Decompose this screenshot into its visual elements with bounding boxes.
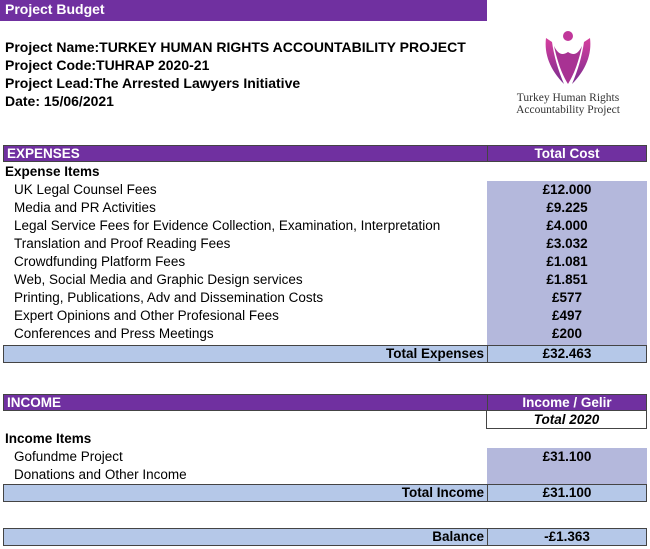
expense-item-name: Conferences and Press Meetings [14, 326, 214, 341]
income-item-row [3, 466, 647, 484]
expense-item-row [3, 289, 647, 307]
income-sub-header: Total 2020 [486, 411, 647, 429]
project-name: Project Name:TURKEY HUMAN RIGHTS ACCOUNTABILITY PROJECT [5, 39, 466, 55]
income-item-value [487, 466, 647, 484]
expense-item-value: £12.000 [542, 182, 592, 197]
expense-item-name: Translation and Proof Reading Fees [14, 236, 231, 251]
expense-item-name: UK Legal Counsel Fees [14, 182, 157, 197]
expense-item-name: Legal Service Fees for Evidence Collection, Examination, Interpretation [14, 218, 441, 233]
expense-item-value: £200 [551, 326, 583, 341]
page-title: Project Budget [0, 0, 487, 21]
income-item-value: £31.100 [542, 449, 592, 464]
expense-item-value: £1.081 [546, 254, 588, 269]
project-date: Date: 15/06/2021 [5, 93, 114, 109]
expense-item-name: Crowdfunding Platform Fees [14, 254, 186, 269]
total-expenses-value: £32.463 [487, 346, 646, 362]
total-income-row [3, 484, 647, 502]
income-header: INCOME [4, 395, 487, 410]
project-lead: Project Lead:The Arrested Lawyers Initiative [5, 75, 301, 91]
expense-items-label: Expense Items [5, 164, 100, 179]
expenses-header-row [3, 145, 647, 162]
project-logo [504, 30, 632, 125]
expense-item-name: Expert Opinions and Other Profesional Fees [14, 308, 279, 323]
balance-row [3, 528, 647, 546]
income-col-header: Income / Gelir [487, 395, 646, 410]
income-item-name: Gofundme Project [14, 449, 123, 464]
expense-item-value: £9.225 [546, 200, 588, 215]
total-expenses-label: Total Expenses [385, 346, 484, 361]
logo-line-1: Turkey Human Rights [516, 92, 620, 104]
expense-item-name: Printing, Publications, Adv and Dissemination Costs [14, 290, 324, 305]
logo-line-2: Accountability Project [516, 104, 620, 116]
income-item-name: Donations and Other Income [14, 467, 187, 482]
expense-item-value: £4.000 [546, 218, 588, 233]
expense-item-value: £3.032 [546, 236, 588, 251]
income-items-label: Income Items [5, 431, 92, 446]
expense-item-row [3, 199, 647, 217]
balance-value: -£1.363 [487, 529, 646, 545]
expenses-header: EXPENSES [4, 146, 487, 161]
expense-item-row [3, 181, 647, 199]
balance-label: Balance [432, 529, 484, 544]
income-item-row [3, 448, 647, 466]
total-expenses-row [3, 345, 647, 363]
total-income-value: £31.100 [487, 485, 646, 501]
total-income-label: Total Income [401, 485, 484, 500]
expense-item-row [3, 307, 647, 325]
expenses-col-header: Total Cost [487, 146, 646, 161]
expense-item-row [3, 271, 647, 289]
expense-item-name: Web, Social Media and Graphic Design services [14, 272, 303, 287]
logo-text [504, 92, 632, 116]
expense-item-row [3, 253, 647, 271]
expense-item-value: £1.851 [546, 272, 588, 287]
expense-item-row [3, 217, 647, 235]
project-code: Project Code:TUHRAP 2020-21 [5, 57, 210, 73]
expense-item-row [3, 235, 647, 253]
expense-item-value: £497 [551, 308, 583, 323]
expense-item-row [3, 325, 647, 343]
expense-item-name: Media and PR Activities [14, 200, 156, 215]
expense-item-value: £577 [551, 290, 583, 305]
tulip-logo-icon [540, 30, 596, 88]
income-header-row [3, 394, 647, 411]
